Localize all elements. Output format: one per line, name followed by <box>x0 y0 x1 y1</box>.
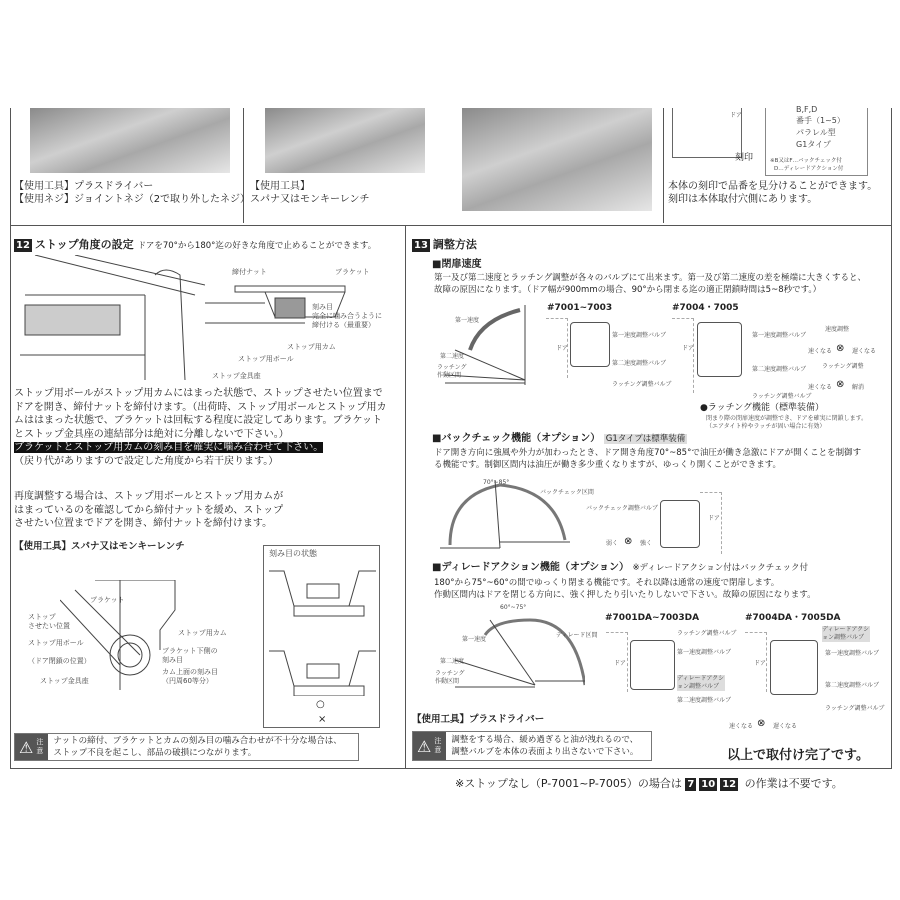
label: ラッチング調整 <box>822 363 864 370</box>
step-number: 13 <box>414 240 428 251</box>
label: カム上面の刻み目 <box>162 668 218 676</box>
warning-text: ストップ不良を起こし、部品の破損につながります。 <box>53 748 257 758</box>
footer-text: ※ストップなし（P-7001~P-7005）の場合は <box>455 777 682 790</box>
paragraph-line: ストップ用ボールがストップ用カムにはまった状態で、ストップさせたい位置まで <box>14 388 383 399</box>
door-adjust-illustration <box>15 255 205 380</box>
door-label: ドア <box>754 660 766 667</box>
photo-screwdriver-install <box>30 108 230 173</box>
section-title: 調整方法 <box>432 238 477 251</box>
footer-text: の作業は不要です。 <box>744 777 843 790</box>
backcheck-heading-row <box>432 432 687 447</box>
photo-wrench-install <box>265 108 425 173</box>
paragraph-line: はまっているのを確認してから締付ナットを緩め、ストップ <box>14 504 284 516</box>
label: させたい位置 <box>28 622 70 630</box>
warning-label: 注意 <box>434 737 442 754</box>
valve-label: ラッチング調整バルブ <box>612 381 672 388</box>
label: ストップ金具座 <box>40 677 89 685</box>
valve-label: ディレードアクション調整バルブ <box>677 675 725 690</box>
step-number: 10 <box>701 779 716 790</box>
label: ブラケット下側の <box>162 647 218 655</box>
label: 弱く <box>606 540 619 547</box>
door-label: ドア <box>682 345 694 352</box>
label-seat: ストップ金具座 <box>212 372 261 380</box>
label: 作動区間 <box>437 372 462 379</box>
notch-state-title: 刻み目の状態 <box>269 549 317 558</box>
label: 遅くなる <box>773 723 798 730</box>
label-bracket: ブラケット <box>335 268 370 276</box>
model-label: #7004・7005 <box>672 303 739 313</box>
divider <box>10 768 892 769</box>
label: 速くなる <box>808 384 833 391</box>
door-outline <box>672 318 694 393</box>
backcheck-heading: ■バックチェック機能（オプション） <box>432 433 601 444</box>
tool-text: 【使用工具】スパナ又はモンキーレンチ <box>14 541 185 552</box>
valve-label: 第一速度調整バルブ <box>752 332 807 339</box>
label: （円周60等分） <box>162 677 213 685</box>
valve-label: 第一速度調整バルブ <box>825 650 880 657</box>
door-label: ドア <box>614 660 626 667</box>
warning-icon: ⚠ 注意 <box>413 732 446 760</box>
tool-text: 【使用工具】プラスドライバー <box>412 714 545 725</box>
section-subtitle: ドアを70°から180°迄の好きな角度で止めることができます。 <box>137 241 377 251</box>
section-title: ストップ角度の設定 <box>34 238 134 251</box>
label-ball: ストップ用ボール <box>238 355 294 363</box>
door-label: ドア <box>556 345 568 352</box>
paragraph-line: る機能です。制御区間内は油圧が働き多少重くなりますが、ゆっくり開くことができます。 <box>434 460 782 470</box>
stamp-label: 刻印 <box>735 153 754 163</box>
paragraph-line: させたい位置までドアを開き、締付ナットを締付けます。 <box>14 518 273 529</box>
label: ストップ <box>28 613 56 621</box>
delayed-heading: ■ディレードアクション機能（オプション） <box>432 562 629 573</box>
paragraph-line: とストップ金具座の連結部分は絶対に分離しないで下さい。） <box>14 428 289 440</box>
code-note: ※B又はF…バックチェック付 <box>770 158 842 164</box>
zone-label: ディレード区間 <box>556 632 598 639</box>
warning-box <box>412 731 652 761</box>
divider <box>10 225 892 226</box>
closer-body-7004 <box>697 322 742 377</box>
door-label: ドア <box>730 112 742 119</box>
label: ラッチング <box>435 670 465 677</box>
label: 刻み目 <box>162 656 183 664</box>
screw-adjust-icon: ⊗ <box>757 718 766 729</box>
model-desc: 刻印は本体取付穴側にあります。 <box>668 194 818 205</box>
latch-desc: 閉まり際の閉扉速度が調整でき、ドアを確実に閉鎖します。 <box>706 415 868 422</box>
warning-label: 注意 <box>36 738 44 755</box>
model-label: #7004DA・7005DA <box>745 613 841 623</box>
valve-label: ディレードアクション調整バルブ <box>822 626 870 641</box>
step-tool-label: 【使用工具】 <box>250 181 310 192</box>
screw-adjust-icon: ⊗ <box>624 536 633 547</box>
paragraph-line: 第一及び第二速度とラッチング調整が各々のバルブにて出来ます。第一及び第二速度の差を極端に大きくすると、 <box>434 273 867 283</box>
warning-text: ナットの締付、ブラケットとカムの刻み目の噛み合わせが不十分な場合は、 <box>53 736 342 746</box>
section-13-header <box>412 233 477 252</box>
paragraph-line: 故障の原因になります。（ドア幅が900mmの場合、90°から閉まる迄の適正閉鎖時間は5~8秒です。） <box>434 285 822 295</box>
ok-mark: ○ <box>316 699 325 710</box>
warning-icon: ⚠ 注意 <box>15 734 48 760</box>
closer-body-7001da <box>630 640 675 690</box>
label: 第一速度 <box>462 636 487 643</box>
angle-label: 70°~85° <box>483 479 510 486</box>
closing-speed-heading: ■閉扉速度 <box>432 259 482 270</box>
model-desc: 本体の刻印で品番を見分けることができます。 <box>668 181 878 192</box>
code-item: B,F,D <box>796 105 818 114</box>
valve-label: バックチェック調整バルブ <box>586 505 658 512</box>
valve-label: 第二速度調整バルブ <box>677 697 732 704</box>
valve-label: ラッチング調整バルブ <box>752 393 812 400</box>
footer-note <box>455 777 843 791</box>
valve-label: ラッチング調整バルブ <box>825 705 885 712</box>
model-code-box <box>765 105 868 176</box>
photo-closer-body <box>462 108 652 211</box>
divider <box>405 226 406 768</box>
angle-label: 60°~75° <box>500 604 527 611</box>
closer-body-7004da <box>770 640 818 695</box>
label: ラッチング <box>437 364 467 371</box>
label: 速くなる <box>808 348 833 355</box>
valve-label: 第一速度調整バルブ <box>677 649 732 656</box>
step-tool-text: 【使用工具】プラスドライバー <box>14 181 154 192</box>
step-number: 7 <box>687 779 695 790</box>
label-cam: ストップ用カム <box>287 343 336 351</box>
label: 強く <box>640 540 653 547</box>
delayed-heading-row <box>432 561 808 576</box>
divider <box>10 108 11 768</box>
closer-body-7001 <box>570 322 610 367</box>
readjust-instructions <box>14 490 283 531</box>
notch-diagrams <box>269 566 376 696</box>
label-notch: 締付ける（最重要） <box>312 321 375 329</box>
paragraph-line: 作動区間内はドアを閉じる方向に、強く押したり引いたりしないで下さい。故障の原因になります。 <box>434 590 816 600</box>
closer-body-backcheck <box>660 500 700 548</box>
notch-state-box <box>263 545 380 728</box>
valve-label: 第二速度調整バルブ <box>752 366 807 373</box>
paragraph-line: ドア開き方向に強風や外力が加わったとき、ドア開き角度70°~85°で油圧が働き急激にドアが開くことを制御す <box>434 448 862 458</box>
highlight-instruction: ブラケットとストップ用カムの刻み目を確実に噛み合わせて下さい。 <box>14 442 324 453</box>
zone-label: バックチェック区間 <box>540 489 594 496</box>
code-item: 番手（1~5） <box>796 116 845 125</box>
code-note: D…ディレードアクション付 <box>774 166 844 172</box>
label: 解消 <box>852 384 865 391</box>
paragraph-line: 再度調整する場合は、ストップ用ボールとストップ用カムが <box>14 491 284 502</box>
delayed-note: ※ディレードアクション付はバックチェック付 <box>632 563 808 573</box>
latch-title: ●ラッチング機能（標準装備） <box>700 403 825 413</box>
label: 速度調整 <box>825 326 850 333</box>
label: 速くなる <box>729 723 754 730</box>
delayed-door-diagram <box>445 615 585 695</box>
completion-text: 以上で取付け完了です。 <box>727 748 869 763</box>
warning-text: 調整をする場合、緩め過ぎると油が洩れるので、 <box>451 735 639 745</box>
label: ストップ用ボール <box>28 639 84 647</box>
valve-label: ラッチング調整バルブ <box>677 630 737 637</box>
model-label: #7001~7003 <box>547 303 613 313</box>
label: 第二速度 <box>440 353 465 360</box>
paragraph-line: 180°から75°~60°の間でゆっくり閉まる機能です。それ以降は通常の速度で閉扉します。 <box>434 578 780 588</box>
standard-badge: G1タイプは標準装備 <box>605 434 686 444</box>
label-notch: 完全に噛み合うように <box>312 312 382 320</box>
model-label: #7001DA~7003DA <box>605 613 700 623</box>
step-screw-text: 【使用ネジ】ジョイントネジ（2で取り外したネジ） <box>14 194 251 205</box>
bracket-section-diagram <box>205 278 405 338</box>
label: ブラケット <box>90 596 125 604</box>
divider <box>663 108 664 223</box>
label: 第二速度 <box>440 658 465 665</box>
valve-label: 第二速度調整バルブ <box>825 682 880 689</box>
ng-mark: × <box>318 714 327 725</box>
door-label: ドア <box>708 515 720 522</box>
code-item: G1タイプ <box>796 140 831 149</box>
step-number: 12 <box>722 779 737 790</box>
door-outline <box>700 492 722 554</box>
label: ストップ用カム <box>178 629 227 637</box>
label-notch: 刻み目 <box>312 303 333 311</box>
warning-text: 調整バルブを本体の表面より出さないで下さい。 <box>451 747 639 757</box>
divider <box>891 108 892 768</box>
latch-desc: （エアタイト枠やラッチが固い場合に有効） <box>706 423 826 430</box>
label: 遅くなる <box>852 348 877 355</box>
paragraph-note: （戻り代がありますので設定した角度から若干戻ります。） <box>14 455 279 467</box>
step-tool-text: スパナ又はモンキーレンチ <box>250 194 370 205</box>
label: （ドア閉鎖の位置） <box>28 657 91 665</box>
valve-label: 第二速度調整バルブ <box>612 360 667 367</box>
valve-label: 第一速度調整バルブ <box>612 332 667 339</box>
section-12-header <box>14 233 402 252</box>
screw-adjust-icon: ⊗ <box>836 343 845 354</box>
screw-adjust-icon: ⊗ <box>836 379 845 390</box>
label: 第一速度 <box>455 317 480 324</box>
step-number: 12 <box>16 240 30 251</box>
paragraph-line: ドアを開き、締付ナットを締付けます。（出荷時、ストップ用ボールとストップ用カ <box>14 401 387 413</box>
warning-box <box>14 733 359 761</box>
code-item: パラレル型 <box>796 128 836 137</box>
stop-instructions <box>14 387 387 468</box>
paragraph-line: ムははまった状態で、ブラケットは回転する程度に設定してあります。ブラケット <box>14 415 382 426</box>
label: 作動区間 <box>435 678 460 685</box>
label-nut: 締付ナット <box>232 268 267 276</box>
